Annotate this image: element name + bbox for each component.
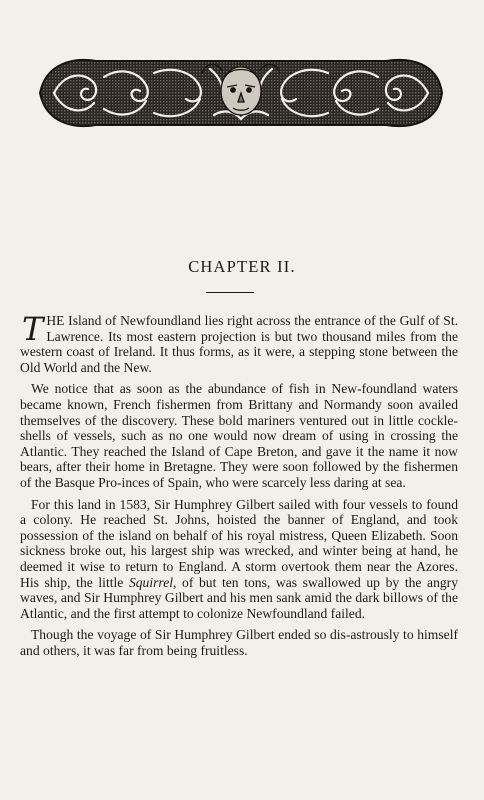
paragraph-3 [20,497,458,622]
paragraph-3-text-b: , of but ten tons, was swallowed up by the angry waves, and Sir Humphrey Gilbert and his men sank amid the dark billows of the Atlantic, and the first attempt to colonize Newfoundland failed. [20,574,458,621]
drop-cap: T [22,310,44,348]
paragraph-1-text: HE Island of Newfoundland lies right across the entrance of the Gulf of St. Lawrence. Its most eastern projection is but two thousand miles from the western coast of Ireland. It thus forms, as it were, a stepping stone between the Old World and the New. [20,313,458,375]
paragraph-4-text: Though the voyage of Sir Humphrey Gilbert ended so dis-astrously to himself and others, it was far from being fruitless. [20,627,458,658]
paragraph-2-text: We notice that as soon as the abundance of fish in New-foundland waters became known, French fishermen from Brittany and Normandy soon availed themselves of the discovery. These bold mariners ventured out in little cockle-shells of vessels, such as no one would now dream of using in crossing the Atlantic. They reached the Island of Cape Breton, and gave it the name it now bears, after their home in Bretagne. They were soon followed by the fishermen of the Basque Pro-inces of Spain, who were scarcely less daring at sea. [20,381,458,490]
paragraph-4 [20,627,458,658]
heading-rule [206,292,254,293]
paragraph-1 [20,310,458,375]
body-text [20,310,458,664]
decorative-headpiece [34,53,448,133]
chapter-heading: CHAPTER II. [188,257,296,276]
paragraph-3-text-a: For this land in 1583, Sir Humphrey Gilbert sailed with four vessels to found a colony. He reached St. Johns, hoisted the banner of England, and took possession of the island on behalf of his royal mistress, Queen Elizabeth. Soon sickness broke out, his largest ship was wrecked, and winter being at hand, he deemed it wise to return to England. A storm overtook them near the Azores. His ship, the little [20,496,458,590]
ship-name: Squirrel [128,574,174,590]
paragraph-2 [20,381,458,490]
